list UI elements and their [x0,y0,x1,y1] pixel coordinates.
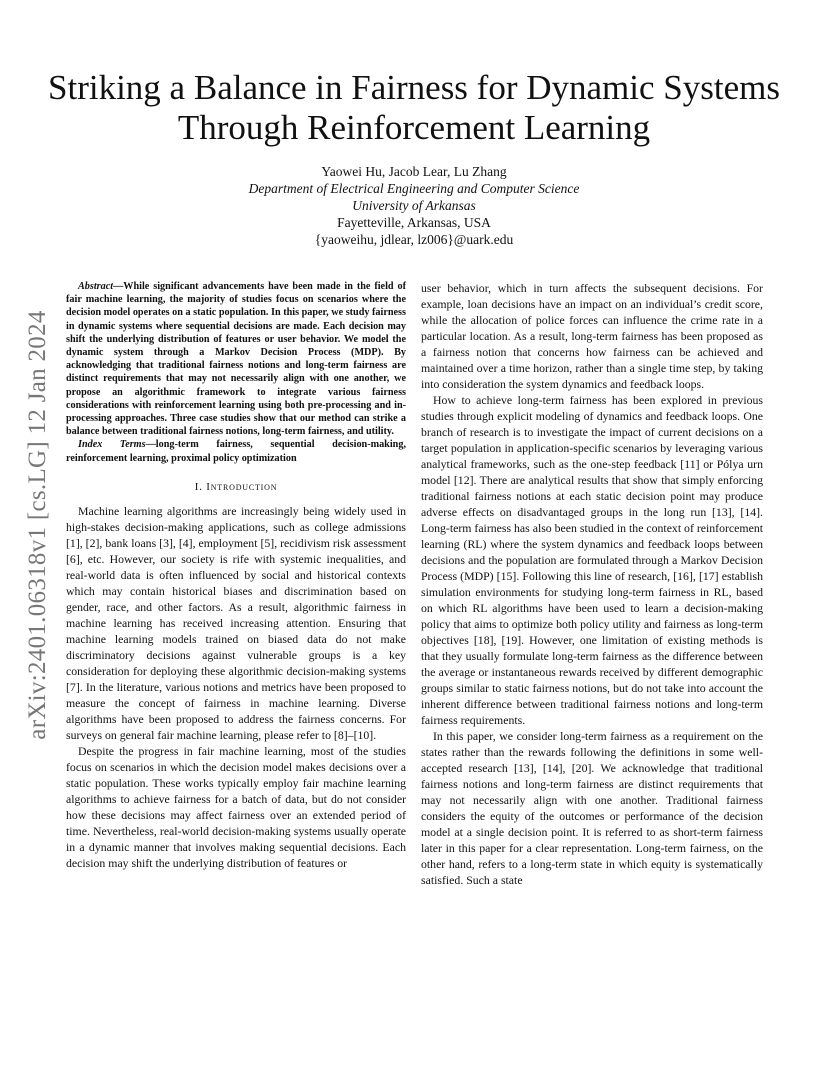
abstract-label: Abstract [78,281,114,292]
index-terms-label: Index Terms [78,439,146,451]
author-names: Yaowei Hu, Jacob Lear, Lu Zhang [321,164,507,179]
right-paragraph-2: How to achieve long-term fairness has been explored in previous studies through explicit modeling of dynamics and feedback loops. One branch of research is to investigate the impact of current decisions on a target population in application-specific scenarios by leveraging various analytical frameworks, such as the one-step feedback [11] or Pólya urn model [12]. There are analytical results that show that simply enforcing traditional fairness notions at each static decision point may produce adverse effects on disadvantaged groups in the long run [13], [14]. Long-term fairness has also been studied in the context of reinforcement learning (RL) where the system dynamics and feedback loops between decisions and the population are formulated through a Markov Decision Process (MDP) [15]. Following this line of research, [16], [17] establish simulation environments for studying long-term fairness in RL, based on which RL algorithms have been used to learn a decision-making policy that aims to optimize both policy utility and fairness as long-term objectives [18], [19]. However, one limitation of existing methods is that they usually formulate long-term fairness as the difference between the average or instantaneous rewards received by different demographic groups similar to static fairness notions, but do not take into account the inherent difference between traditional fairness notions and long-term fairness requirements. [421,393,763,727]
right-column [421,280,763,888]
left-paragraph-2: Despite the progress in fair machine learning, most of the studies focus on scenarios in which the decision model makes decisions over a static population. These works typically employ fair machine learning algorithms to achieve fairness for a batch of data, but do not consider how these decisions may affect fairness over an extended period of time. Nevertheless, real-world decision-making systems usually operate in a dynamic manner that involves making sequential decisions. Each decision may shift the underlying distribution of features or [66,743,406,870]
arxiv-identifier: arXiv:2401.06318v1 [cs.LG] 12 Jan 2024 [24,310,51,740]
index-terms [66,438,406,464]
arxiv-sidebar-stamp [13,285,63,765]
index-terms-text: —long-term fairness, sequential decision-making, reinforcement learning, proximal policy optimization [66,439,406,464]
author-block [0,163,828,248]
left-paragraph-1: Machine learning algorithms are increasingly being widely used in high-stakes decision-making applications, such as college admissions [1], [2], bank loans [3], [4], employment [5], recidivism risk assessment [6], etc. However, our society is rife with systemic inequalities, and real-world data is often influenced by social and historical contexts which may contain historical biases and discrimination based on gender, race, and other factors. As a result, algorithmic fairness in machine learning has received increasing attention. Ensuring that machine learning models trained on biased data do not make discriminatory decisions against vulnerable groups is a key consideration for deploying these algorithmic decision-making systems [7]. In the literature, various notions and metrics have been proposed to measure the concept of fairness in machine learning. Diverse algorithms have been proposed to address the fairness concerns. For surveys on general fair machine learning, please refer to [8]–[10]. [66,503,406,742]
abstract-text: —While significant advancements have been made in the field of fair machine learning, the majority of studies focus on scenarios where the decision model operates on a static population. In this paper, we study fairness in dynamic systems where sequential decisions are made. Each decision may shift the underlying distribution of features or user behavior. We model the dynamic system through a Markov Decision Process (MDP). By acknowledging that traditional fairness notions and long-term fairness are distinct requirements that may not necessarily align with one another, we propose an algorithmic framework to integrate various fairness considerations with reinforcement learning using both pre-processing and in-processing approaches. Three case studies show that our method can strike a balance between traditional fairness notions, long-term fairness, and utility. [66,281,406,438]
author-department: Department of Electrical Engineering and Computer Science [248,181,580,196]
author-university: University of Arkansas [352,198,476,213]
right-paragraph-1: user behavior, which in turn affects the subsequent decisions. For example, loan decisions have an impact on an individual’s credit score, while the allocation of police forces can influence the crime rate in a particular location. As a result, long-term fairness has been proposed as a fairness notion that concerns how fairness can be achieved and maintained over a time horizon, rather than a single time step, by taking into consideration the system dynamics and feedback loops. [421,281,763,391]
author-emails: {yaoweihu, jdlear, lz006}@uark.edu [314,232,514,247]
left-column [66,280,406,871]
title-line-1: Striking a Balance in Fairness for Dynamic Systems [48,68,780,107]
paper-title [0,68,828,148]
right-paragraph-3: In this paper, we consider long-term fairness as a requirement on the states rather than the rewards following the definitions in some well-accepted research [13], [14], [20]. We acknowledge that traditional fairness notions and long-term fairness are distinct requirements that may not necessarily align with one another. Traditional fairness considers the equity of the outcomes or performance of the decision model at a single decision point. It is referred to as short-term fairness later in this paper for a clear representation. Long-term fairness, on the other hand, refers to a long-term state in which equity is systematically satisfied. Such a state [421,729,763,887]
author-location: Fayetteville, Arkansas, USA [337,215,491,230]
section-heading-introduction: I. Introduction [194,480,278,493]
title-line-2: Through Reinforcement Learning [177,108,651,147]
abstract [66,280,406,438]
